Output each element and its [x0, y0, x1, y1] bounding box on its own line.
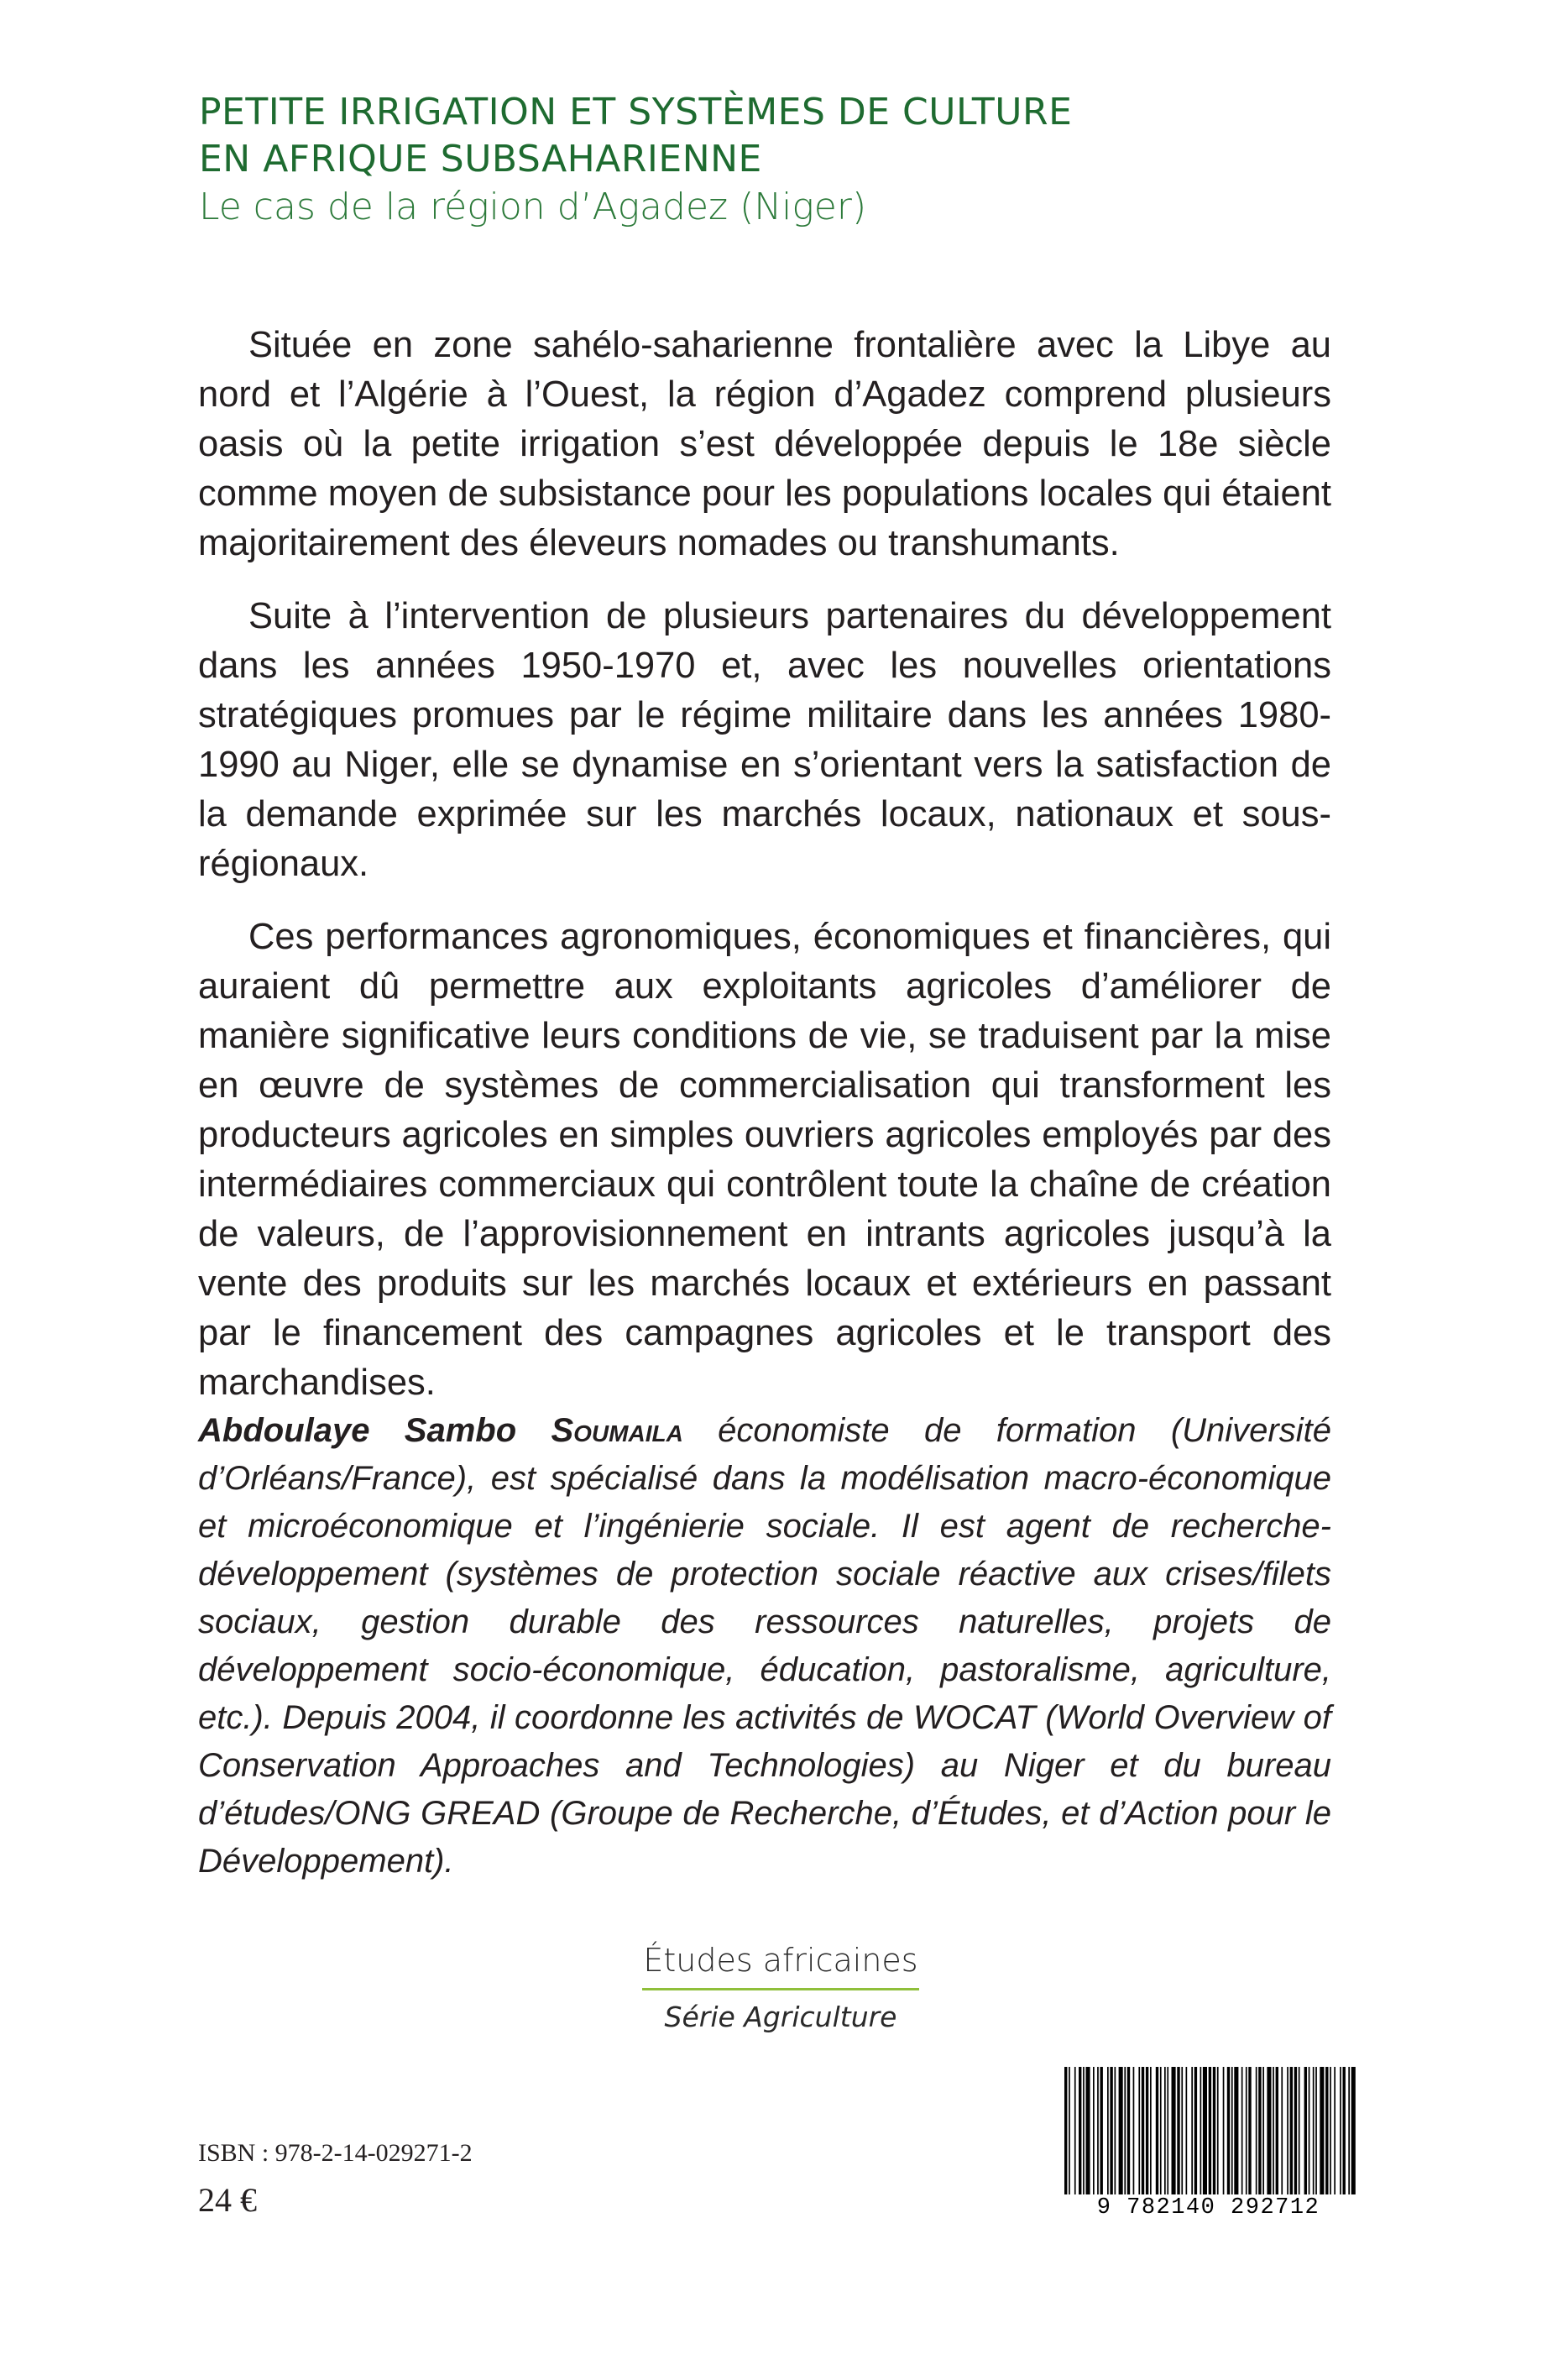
barcode-bar [1256, 2067, 1257, 2194]
barcode-bar [1227, 2067, 1230, 2194]
barcode-bar [1160, 2067, 1162, 2194]
barcode-bar [1213, 2067, 1215, 2194]
barcode-bar [1156, 2067, 1158, 2194]
collection-name: Études africaines [643, 1942, 918, 1979]
barcode-bar [1194, 2067, 1197, 2194]
barcode-bar [1217, 2067, 1219, 2194]
barcode-bar [1186, 2067, 1188, 2194]
barcode-bar [1267, 2067, 1271, 2194]
barcode-bar [1138, 2067, 1140, 2194]
collection-series: Série Agriculture [664, 2001, 897, 2033]
barcode-bar [1074, 2067, 1076, 2194]
barcode-bar [1313, 2067, 1315, 2194]
barcode-bar [1281, 2067, 1283, 2194]
barcode-bar [1177, 2067, 1179, 2194]
barcode-bar [1262, 2067, 1264, 2194]
barcode-bar [1167, 2067, 1168, 2194]
barcode-bar [1203, 2067, 1207, 2208]
barcode-bar [1273, 2067, 1274, 2194]
barcode-bar [1079, 2067, 1081, 2194]
barcode-bar [1093, 2067, 1095, 2194]
barcode-bar [1330, 2067, 1331, 2194]
barcode-bar [1348, 2067, 1350, 2208]
barcode-bar [1309, 2067, 1310, 2194]
barcode-bar [1142, 2067, 1144, 2194]
barcode-bar [1231, 2067, 1233, 2194]
barcode-bar [1343, 2067, 1346, 2194]
barcode-bar [1124, 2067, 1126, 2194]
barcode-bar [1248, 2067, 1251, 2194]
barcode [1059, 2067, 1357, 2220]
barcode-bar [1150, 2067, 1152, 2194]
barcode-bar [1119, 2067, 1123, 2194]
book-title-line-2: EN AFRIQUE SUBSAHARIENNE [199, 138, 762, 180]
barcode-bar [1200, 2067, 1202, 2208]
barcode-bar [1069, 2067, 1070, 2208]
barcode-bar [1164, 2067, 1166, 2194]
barcode-bar [1299, 2067, 1300, 2194]
book-title-line-1: PETITE IRRIGATION ET SYSTÈMES DE CULTURE [199, 91, 1073, 133]
barcode-bar [1287, 2067, 1288, 2194]
barcode-bar [1110, 2067, 1112, 2194]
author-bio [198, 1407, 1331, 1886]
blurb-paragraph-2: Suite à l’intervention de plusieurs partenaires du développement dans les années 1950-1970 et, avec les nouvelles orientations stratégiques promues par le régime militaire dans les années 1980-1990 au Niger, elle se dynamise en s’orientant vers la satisfaction de la demande exprimée sur les marchés locaux, nationaux et sous-régionaux. [198, 596, 1331, 884]
author-surname: Soumaila [551, 1412, 683, 1449]
isbn: ISBN : 978-2-14-029271-2 [198, 2139, 473, 2167]
barcode-digits: 9 782140 292712 [1059, 2194, 1357, 2221]
barcode-bar [1315, 2067, 1317, 2194]
blurb-paragraph-1: Située en zone sahélo-saharienne frontalière avec la Libye au nord et l’Algérie à l’Ouest, la région d’Agadez comprend plusieurs oasis où la petite irrigation s’est développée depuis le 18e siècle comme moyen de subsistance pour les populations locales qui étaient majoritairement des éleveurs nomades ou transhumants. [198, 325, 1331, 563]
barcode-bar [1064, 2067, 1067, 2208]
book-subtitle: Le cas de la région d’Agadez (Niger) [199, 186, 867, 228]
barcode-bar [1100, 2067, 1103, 2194]
barcode-bar [1107, 2067, 1109, 2194]
barcode-bar [1290, 2067, 1293, 2194]
blurb [198, 321, 1331, 1431]
barcode-bar [1115, 2067, 1116, 2194]
barcode-bar [1294, 2067, 1297, 2194]
barcode-bar [1340, 2067, 1341, 2194]
collection-divider [642, 1988, 919, 1990]
barcode-bar [1258, 2067, 1261, 2194]
collection-label [588, 1939, 974, 2036]
barcode-bar [1320, 2067, 1324, 2194]
barcode-bar [1097, 2067, 1099, 2194]
barcode-bar [1086, 2067, 1090, 2194]
barcode-bar [1223, 2067, 1225, 2194]
barcode-bar [1172, 2067, 1176, 2194]
barcode-bar [1181, 2067, 1183, 2194]
barcode-bar [1083, 2067, 1085, 2194]
barcode-bar [1241, 2067, 1243, 2194]
barcode-bar [1234, 2067, 1238, 2194]
price: 24 € [198, 2181, 257, 2219]
barcode-bar [1304, 2067, 1307, 2194]
barcode-bar [1209, 2067, 1211, 2194]
barcode-bar [1334, 2067, 1336, 2194]
barcode-bar [1325, 2067, 1328, 2194]
author-bio-text: économiste de formation (Université d’Orléans/France), est spécialisé dans la modélisation macro-économique et microéconomique et l’ingénierie sociale. Il est agent de recherche-développement (systèmes de protection sociale réactive aux crises/filets sociaux, gestion durable des ressources naturelles, projets de développement socio-économique, éducation, pastoralisme, agriculture, etc.). Depuis 2004, il coordonne les activités de WOCAT (World Overview of Conservation Approaches and Technologies) au Niger et du bureau d’études/ONG GREAD (Groupe de Recherche, d’Études, et d’Action pour le Développement). [198, 1412, 1331, 1880]
barcode-bar [1127, 2067, 1130, 2194]
barcode-bar [1133, 2067, 1135, 2194]
barcode-bar [1246, 2067, 1247, 2194]
barcode-bar [1276, 2067, 1278, 2194]
barcode-bar [1146, 2067, 1148, 2194]
author-first-names: Abdoulaye Sambo [198, 1412, 517, 1449]
barcode-bar [1191, 2067, 1193, 2194]
barcode-bar [1351, 2067, 1356, 2208]
title-block [199, 89, 1374, 232]
blurb-paragraph-3: Ces performances agronomiques, économiques et financières, qui auraient dû permettre aux exploitants agricoles d’améliorer de manière significative leurs conditions de vie, se traduisent par la mise en œuvre de systèmes de commercialisation qui transforment les producteurs agricoles en simples ouvriers agricoles employés par des intermédiaires commerciaux qui contrôlent toute la chaîne de création de valeurs, de l’approvisionnement en intrants agricoles jusqu’à la vente des produits sur les marchés locaux et extérieurs en passant par le financement des campagnes agricoles et le transport des marchandises. [198, 917, 1331, 1403]
